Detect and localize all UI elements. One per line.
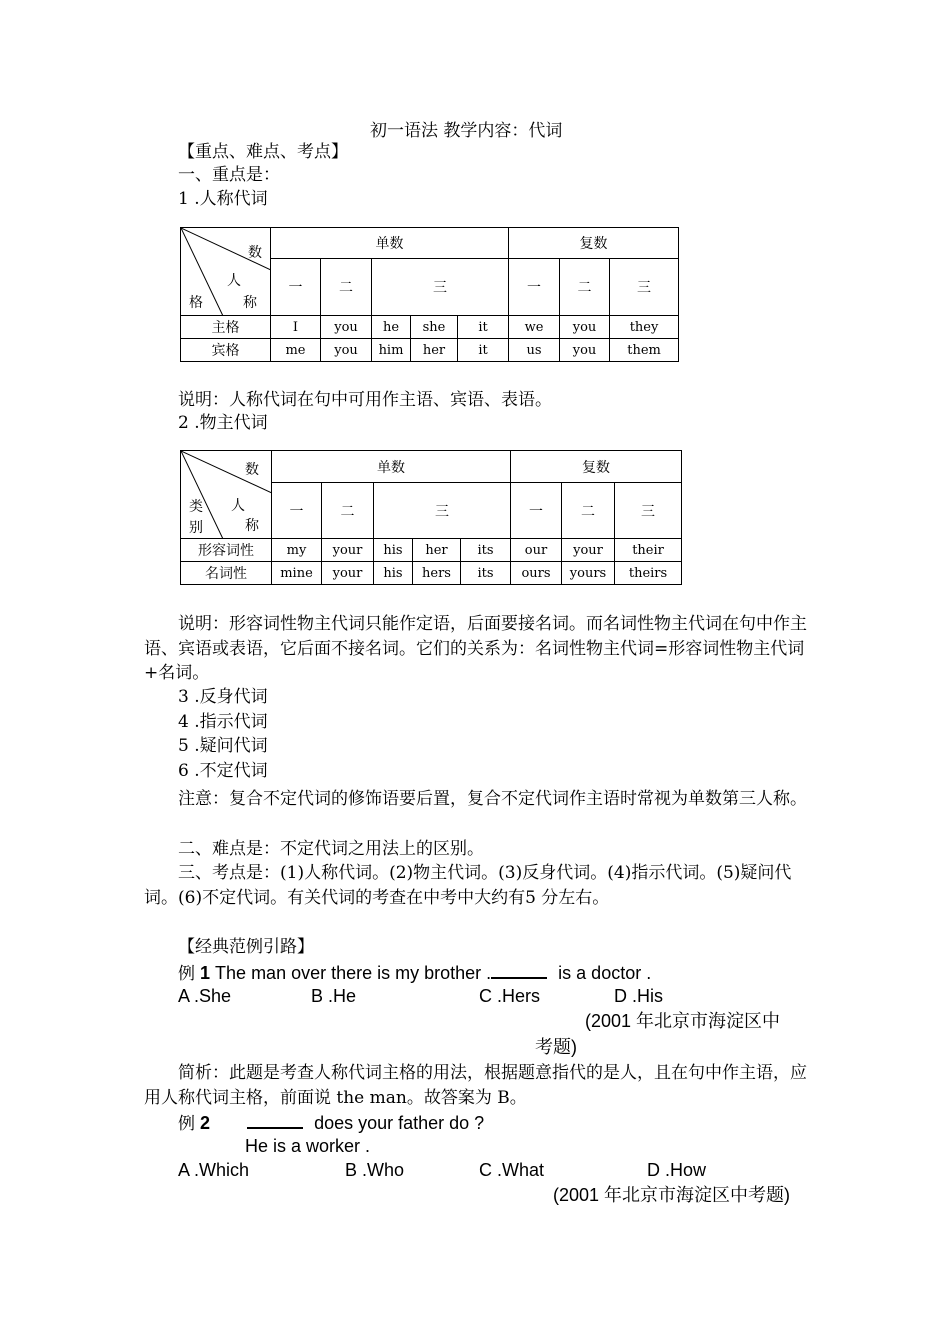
person-1-plural: 一 — [509, 259, 560, 316]
person-2: 二 — [322, 483, 374, 539]
plural-header: 复数 — [511, 451, 682, 483]
section-header: 【重点、难点、考点】 — [178, 142, 348, 162]
option-a[interactable]: A .Which — [178, 1160, 250, 1180]
note-3: 注意：复合不定代词的修饰语要后置，复合不定代词作主语时常视为单数第三人称。 — [178, 789, 807, 809]
person-1-plural: 一 — [511, 483, 562, 539]
note-2: 说明：形容词性物主代词只能作定语，后面要接名词。而名词性物主代词在句中作主语、宾语或表语，它后面不接名词。它们的关系为：名词性物主代词=形容词性物主代词+名词。 — [144, 614, 807, 683]
diag-label-category-top: 类 — [189, 499, 203, 515]
question-text-before: The man over there is my brother . — [215, 963, 492, 983]
cell: me — [271, 339, 321, 362]
cell: they — [610, 316, 679, 339]
example-prefix: 例 — [178, 1114, 195, 1134]
cell: ours — [511, 562, 562, 585]
item-5: 5 .疑问代词 — [178, 736, 268, 756]
point-one: 一、重点是： — [178, 165, 280, 185]
person-3: 三 — [374, 483, 511, 539]
item-1: 1 .人称代词 — [178, 189, 268, 209]
personal-pronoun-table — [180, 227, 679, 362]
diag-label-category-bottom: 别 — [189, 520, 203, 536]
question-text-after: is a doctor . — [558, 963, 652, 983]
row-label: 名词性 — [181, 562, 272, 585]
note-1: 说明：人称代词在句中可用作主语、宾语、表语。 — [178, 390, 552, 410]
table-row — [181, 339, 679, 362]
diag-label-person: 人 — [231, 498, 245, 514]
cell: you — [560, 339, 610, 362]
cell: our — [511, 539, 562, 562]
cell: my — [272, 539, 322, 562]
possessive-pronoun-table — [180, 450, 682, 585]
cell: your — [322, 562, 374, 585]
item-4: 4 .指示代词 — [178, 712, 268, 732]
singular-header: 单数 — [272, 451, 511, 483]
example-1-source: (2001 年北京市海淀区中 — [585, 1011, 781, 1031]
person-1: 一 — [271, 259, 321, 316]
example-prefix: 例 — [178, 964, 195, 984]
cell: yours — [562, 562, 615, 585]
cell: mine — [272, 562, 322, 585]
cell: her — [411, 339, 458, 362]
cell: him — [372, 339, 411, 362]
cell: his — [374, 539, 413, 562]
option-a[interactable]: A .She — [178, 986, 232, 1006]
page-title: 初一语法 教学内容：代词 — [370, 121, 563, 141]
point-two: 二、难点是：不定代词之用法上的区别。 — [178, 839, 484, 859]
example-1-question — [178, 961, 651, 985]
person-3: 三 — [372, 259, 509, 316]
diag-label-person: 人 — [227, 273, 241, 289]
cell: theirs — [615, 562, 682, 585]
cell: her — [413, 539, 461, 562]
diag-label-person-2: 称 — [245, 518, 259, 534]
diag-label-person-2: 称 — [243, 295, 257, 311]
row-label: 主格 — [181, 316, 271, 339]
table-row — [181, 316, 679, 339]
cell: I — [271, 316, 321, 339]
cell: she — [411, 316, 458, 339]
diag-label-number: 数 — [245, 462, 259, 478]
item-6: 6 .不定代词 — [178, 761, 268, 781]
example-number: 2 — [200, 1113, 211, 1133]
option-c[interactable]: C .What — [479, 1160, 545, 1180]
item-3: 3 .反身代词 — [178, 687, 268, 707]
diag-label-case: 格 — [189, 295, 203, 311]
person-3-plural: 三 — [610, 259, 679, 316]
row-label: 宾格 — [181, 339, 271, 362]
cell: his — [374, 562, 413, 585]
cell: us — [509, 339, 560, 362]
option-b[interactable]: B .He — [311, 986, 357, 1006]
plural-header: 复数 — [509, 228, 679, 259]
option-d[interactable]: D .His — [614, 986, 663, 1006]
option-d[interactable]: D .How — [647, 1160, 707, 1180]
point-three: 三、考点是：(1)人称代词。(2)物主代词。(3)反身代词。(4)指示代词。(5)疑问代词。(6)不定代词。有关代词的考查在中考中大约有5 分左右。 — [144, 863, 792, 908]
table2-diagonal-header — [181, 451, 272, 539]
cell: its — [461, 562, 511, 585]
answer-blank[interactable] — [491, 961, 547, 979]
cell: it — [458, 316, 509, 339]
cell: you — [321, 316, 372, 339]
example-2-source: (2001 年北京市海淀区中考题) — [553, 1185, 791, 1205]
answer-blank[interactable] — [247, 1111, 303, 1129]
example-2-question — [178, 1111, 484, 1135]
cell: them — [610, 339, 679, 362]
person-2-plural: 二 — [562, 483, 615, 539]
person-2: 二 — [321, 259, 372, 316]
cell: you — [321, 339, 372, 362]
table-row — [181, 562, 682, 585]
row-label: 形容词性 — [181, 539, 272, 562]
singular-header: 单数 — [271, 228, 509, 259]
cell: their — [615, 539, 682, 562]
cell: your — [562, 539, 615, 562]
cell: it — [458, 339, 509, 362]
person-1: 一 — [272, 483, 322, 539]
table-row — [181, 539, 682, 562]
option-b[interactable]: B .Who — [345, 1160, 405, 1180]
cell: he — [372, 316, 411, 339]
table1-diagonal-header — [181, 228, 271, 316]
example-number: 1 — [200, 963, 211, 983]
diag-label-number: 数 — [248, 245, 262, 261]
option-c[interactable]: C .Hers — [479, 986, 541, 1006]
cell: its — [461, 539, 511, 562]
person-2-plural: 二 — [560, 259, 610, 316]
cell: we — [509, 316, 560, 339]
example-2-answer-line: He is a worker . — [245, 1136, 371, 1156]
examples-header: 【经典范例引路】 — [178, 937, 314, 957]
analysis: 简析：此题是考查人称代词主格的用法，根据题意指代的是人，且在句中作主语，应用人称代词主格，前面说 the man。故答案为 B。 — [144, 1063, 807, 1108]
example-1-source-cont: 考题) — [535, 1037, 577, 1057]
cell: your — [322, 539, 374, 562]
cell: you — [560, 316, 610, 339]
question-text-after: does your father do ? — [314, 1113, 485, 1133]
person-3-plural: 三 — [615, 483, 682, 539]
item-2: 2 .物主代词 — [178, 413, 268, 433]
cell: hers — [413, 562, 461, 585]
